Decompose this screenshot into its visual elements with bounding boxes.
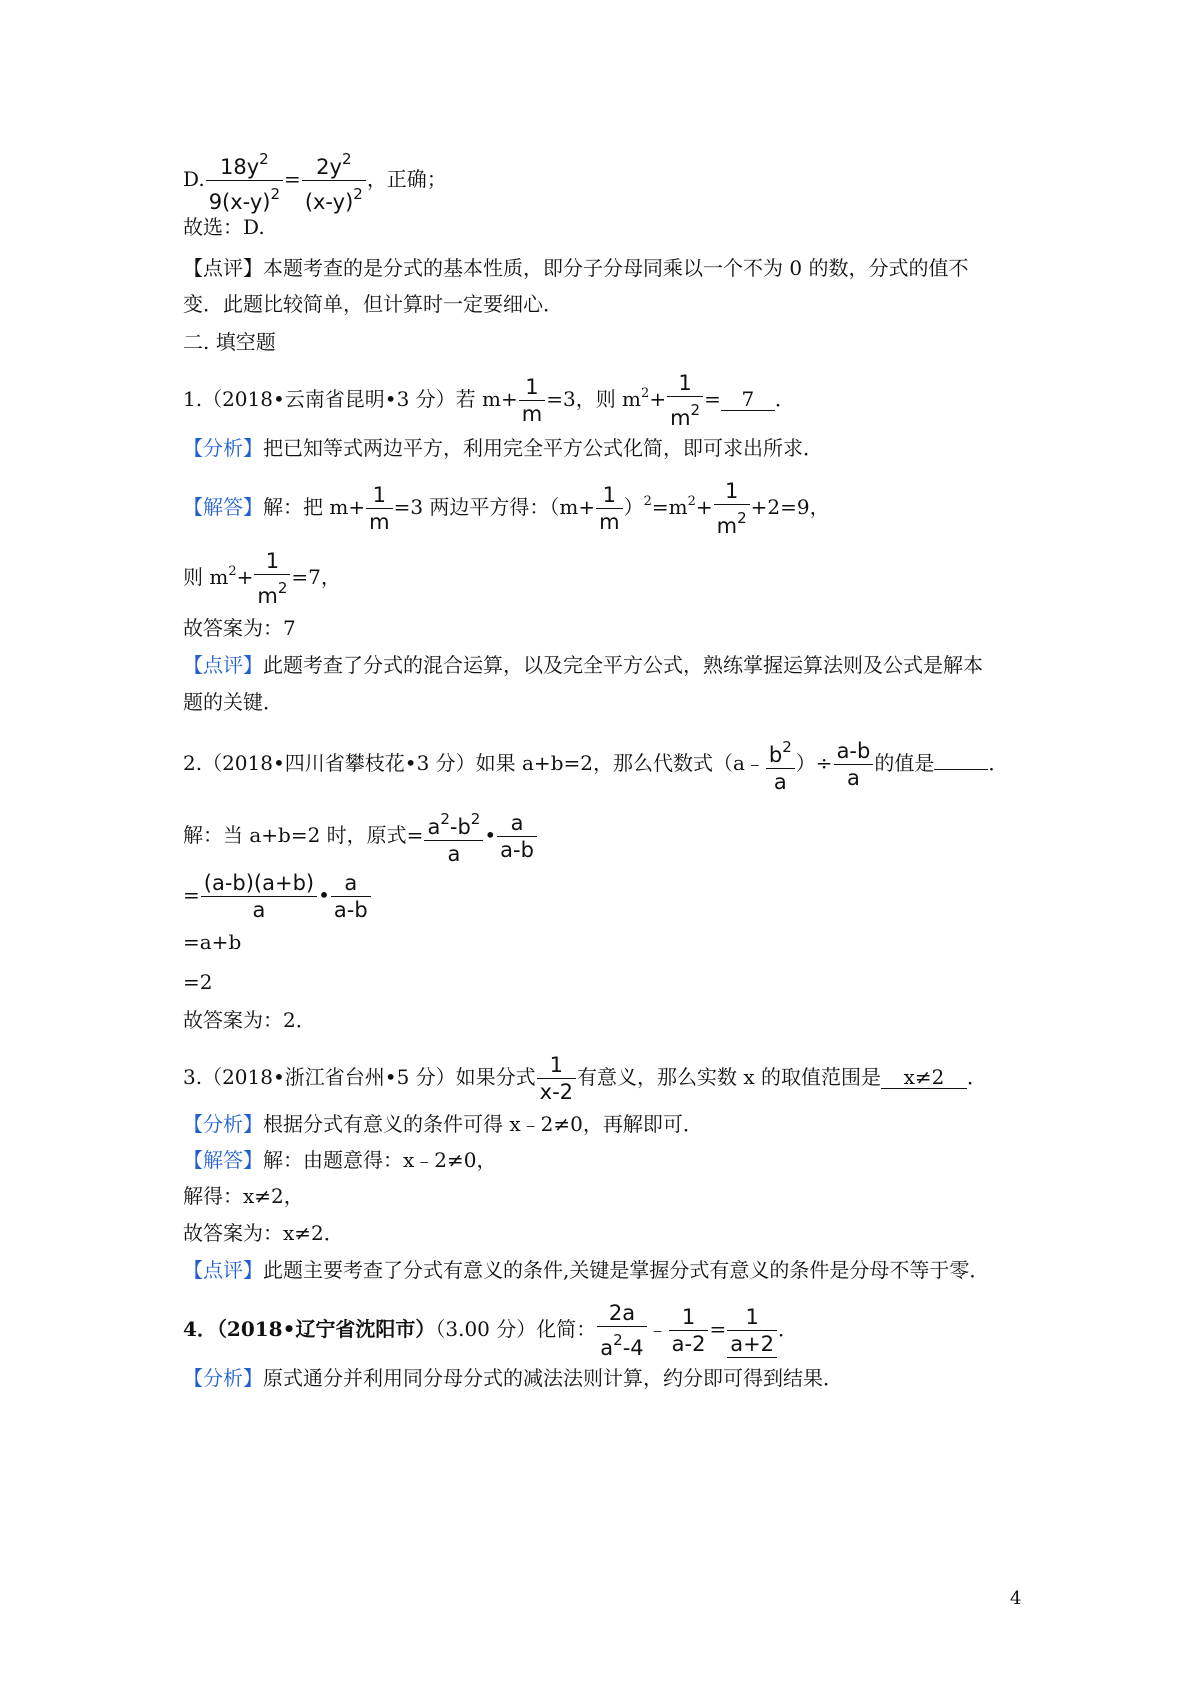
question-1: 1.（2018•云南省昆明•3 分）若 m+ $\frac{1}{m}$ =3，则 $m^2+$ $\frac{1}{m^2}$ = 7 ． (183, 371, 795, 430)
fraction: $\frac{(a-b)(a+b)}{a}$ (201, 870, 317, 923)
fraction: $\frac{1}{m^2}$ (667, 370, 703, 431)
analysis-line: 【分析】根据分式有意义的条件可得 x﹣2≠0，再解即可． (183, 1112, 703, 1136)
review-line: 【点评】此题主要考查了分式有意义的条件,关键是掌握分式有意义的条件是分母不等于零． (183, 1258, 990, 1282)
question-2: 2.（2018•四川省攀枝花•3 分）如果 a+b=2，那么代数式（a﹣ $\frac{b^2}{a}$ ）÷ $\frac{a-b}{a}$ 的值是 ． (183, 734, 1008, 795)
review-line-2: 题的关键． (183, 690, 283, 714)
fraction: $\frac{1}{m^2}$ (254, 548, 290, 609)
fraction: $\frac{2y^2}{(x-y)^2}$ (302, 146, 366, 215)
fraction: $\frac{a}{a-b}$ (331, 870, 371, 923)
fraction: $\frac{1}{m^2}$ (714, 478, 750, 539)
fraction: $\frac{1}{x-2}$ (537, 1052, 576, 1105)
fraction: $\frac{a}{a-b}$ (497, 810, 537, 863)
question-3: 3.（2018•浙江省台州•5 分）如果分式 $\frac{1}{x-2}$ 有意义，那么实数 x 的取值范围是 x≠2 ． (183, 1053, 988, 1104)
analysis-line: 【分析】原式通分并利用同分母分式的减法法则计算，约分即可得到结果． (183, 1366, 843, 1390)
fraction: $\frac{a-b}{a}$ (834, 738, 874, 791)
fraction: $\frac{1}{a+2}$ (727, 1304, 777, 1358)
answer-blank (934, 769, 988, 770)
review-line: 【点评】本题考查的是分式的基本性质，即分子分母同乘以一个不为 0 的数，分式的值不 (183, 256, 969, 280)
choose-line: 故选：D. (183, 215, 265, 239)
fraction: $\frac{2a}{a^2-4}$ (597, 1300, 646, 1361)
option-d-prefix: D. (183, 167, 205, 191)
answer-blank: 7 (721, 388, 775, 411)
fraction: $\frac{1}{m}$ (596, 482, 622, 535)
review-line-2: 变．此题比较简单，但计算时一定要细心． (183, 292, 563, 316)
solution-step: 解：当 a+b=2 时，原式= $\frac{a^2-b^2}{a}$ • $\frac{a}{a-b}$ (183, 806, 538, 867)
fraction: $\frac{18y^2}{9(x-y)^2}$ (206, 146, 283, 215)
solution-step: =a+b (183, 930, 242, 954)
fraction: $\frac{1}{m}$ (519, 374, 545, 427)
solution-step: =2 (183, 970, 213, 994)
fraction: $\frac{b^2}{a}$ (766, 734, 795, 795)
section-heading: 二. 填空题 (183, 330, 276, 354)
answer-blank (726, 1304, 778, 1358)
option-d: D. $\frac{18y^2}{9(x-y)^2}$ = $\frac{2y^2}{(x-y)^2}$ ，正确； (183, 146, 447, 215)
then-line: 则 $m^2+$ $\frac{1}{m^2}$ =7， (183, 549, 341, 608)
analysis-line: 【分析】把已知等式两边平方，利用完全平方公式化简，即可求出所求． (183, 436, 823, 460)
solution-line: 【解答】解：把 m+ $\frac{1}{m}$ =3 两边平方得：（m+ $\frac{1}{m}$ ）$^2=m^2+$ $\frac{1}{m^2}$ +2=9， (183, 479, 830, 538)
solution-step: = $\frac{(a-b)(a+b)}{a}$ • $\frac{a}{a-b}$ (183, 870, 372, 923)
solution-line: 【解答】解：由题意得：x﹣2≠0， (183, 1148, 497, 1172)
fraction: $\frac{1}{m}$ (366, 482, 392, 535)
answer-line: 故答案为：7 (183, 616, 296, 640)
fraction: $\frac{1}{a-2}$ (669, 1304, 709, 1357)
review-line: 【点评】此题考查了分式的混合运算，以及完全平方公式，熟练掌握运算法则及公式是解本 (183, 653, 983, 677)
question-4: 4．（2018•辽宁省沈阳市）（3.00 分）化简： $\frac{2a}{a^2-4}$ ﹣ $\frac{1}{a-2}$ = $\frac{1}{a+2}$ ． (183, 1301, 799, 1360)
answer-line: 故答案为：2． (183, 1008, 316, 1032)
answer-line: 故答案为：x≠2． (183, 1221, 344, 1245)
fraction: $\frac{a^2-b^2}{a}$ (424, 806, 483, 867)
answer-blank: x≠2 (881, 1066, 967, 1089)
solution-step: 解得：x≠2， (183, 1184, 304, 1208)
page-number: 4 (1010, 1588, 1022, 1609)
